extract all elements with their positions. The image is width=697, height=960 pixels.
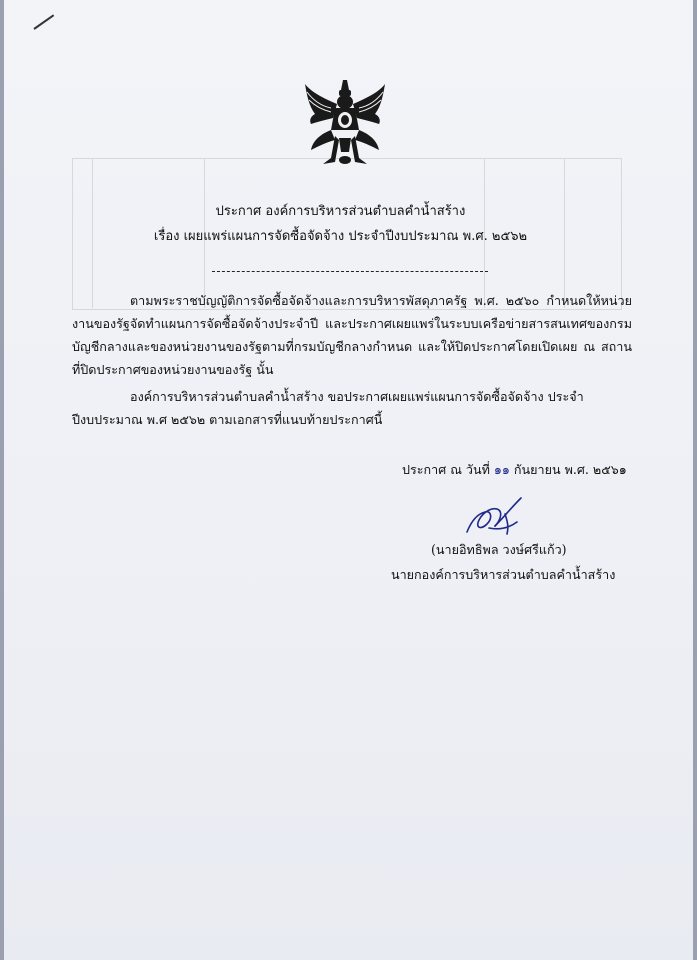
date-suffix: กันยายน พ.ศ. ๒๕๖๑ [513, 462, 627, 477]
handwritten-signature [459, 492, 529, 542]
date-prefix: ประกาศ ณ วันที่ [402, 462, 490, 477]
signer-position: นายกองค์การบริหารส่วนตำบลคำน้ำสร้าง [391, 567, 616, 582]
announcement-subject: เรื่อง เผยแพร่แผนการจัดซื้อจัดจ้าง ประจำปีงบประมาณ พ.ศ. ๒๕๖๒ [153, 229, 528, 244]
announcement-title: ประกาศ องค์การบริหารส่วนตำบลคำน้ำสร้าง [215, 204, 466, 219]
body-paragraph-1: ตามพระราชบัญญัติการจัดซื้อจัดจ้างและการบริหารพัสดุภาครัฐ พ.ศ. ๒๕๖๐ กำหนดให้หน่วยงานของรัฐจัดทำแผนการจัดซื้อจัดจ้างประจำปี และประกาศเผยแพร่ในระบบเครือข่ายสารสนเทศของกรมบัญชีกลางและของหน่วยงานของรัฐตามที่กรมบัญชีกลางกำหนด และให้ปิดประกาศโดยเปิดเผย ณ สถานที่ปิดประกาศของหน่วยงานของรัฐ นั้น [72, 293, 632, 377]
announcement-date [402, 460, 627, 480]
date-day: ๑๑ [493, 462, 510, 477]
garuda-emblem-icon [303, 78, 387, 170]
body-paragraph-2: องค์การบริหารส่วนตำบลคำน้ำสร้าง ขอประกาศเผยแพร่แผนการจัดซื้อจัดจ้าง ประจำปีงบประมาณ พ.ศ ๒๕๖๒ ตามเอกสารที่แนบท้ายประกาศนี้ [72, 389, 584, 427]
signer-name: (นายอิทธิพล วงษ์ศรีแก้ว) [431, 542, 567, 557]
document-page [4, 0, 693, 960]
dashed-divider [212, 271, 488, 272]
